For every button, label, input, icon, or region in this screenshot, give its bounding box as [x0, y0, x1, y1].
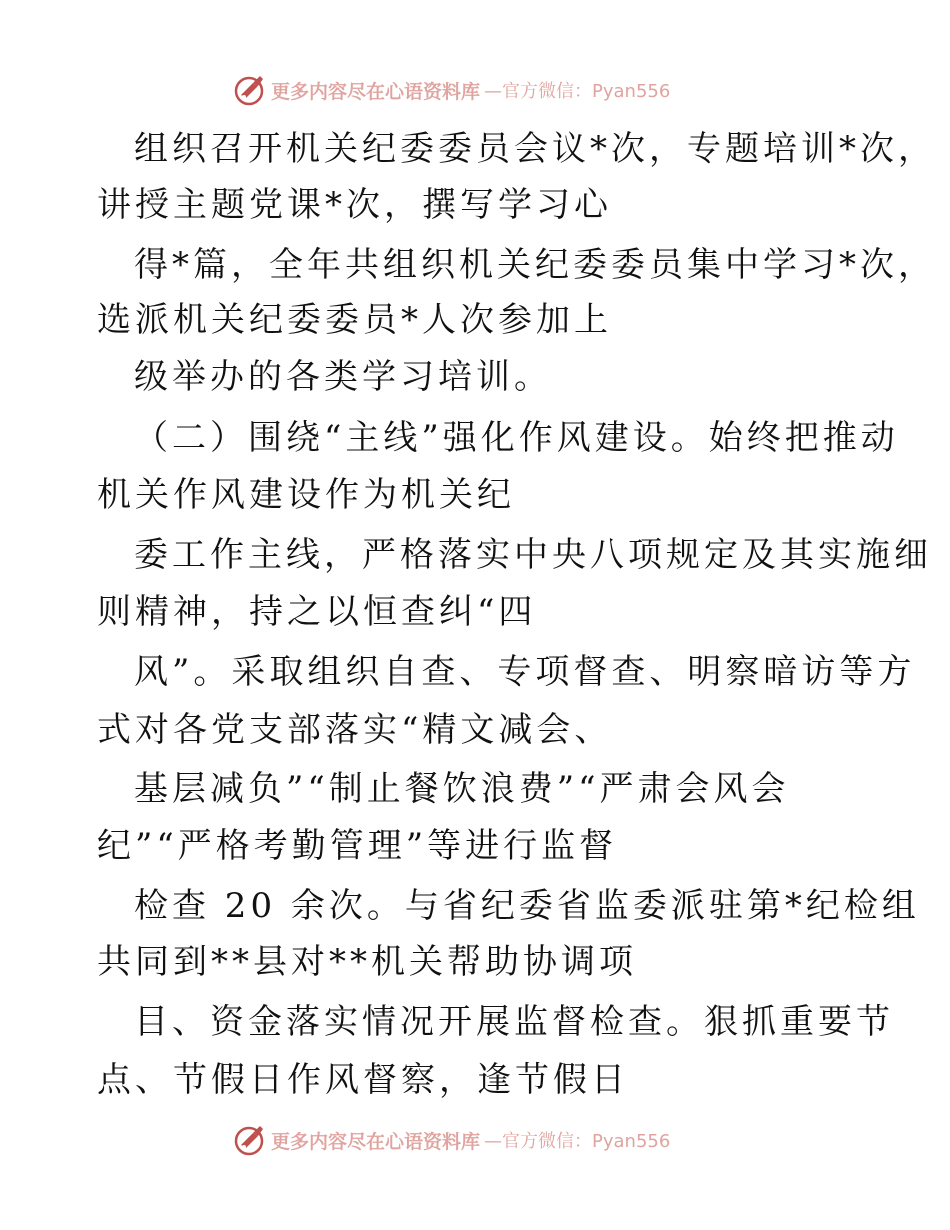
section-heading-line: （二）围绕“主线”强化作风建设。始终把推动: [134, 418, 899, 458]
watermark-contact: —官方微信：Pyan556: [484, 1131, 671, 1152]
body-line: 点、节假日作风督察，逢节假日: [97, 1060, 629, 1100]
pen-logo-icon: [233, 1123, 267, 1157]
body-line: 纪”“严格考勤管理”等进行监督: [97, 826, 618, 866]
body-line: 式对各党支部落实“精文减会、: [97, 710, 613, 750]
body-line: 讲授主题党课*次，撰写学习心: [97, 185, 612, 225]
pen-logo-icon: [233, 73, 267, 107]
header-watermark: [233, 72, 670, 108]
body-line: 检查 20 余次。与省纪委省监委派驻第*纪检组: [134, 886, 920, 926]
watermark-contact: —官方微信：Pyan556: [484, 81, 671, 102]
body-line: 选派机关纪委委员*人次参加上: [97, 300, 612, 340]
footer-watermark: [233, 1122, 670, 1158]
watermark-text: 更多内容尽在心语资料库: [271, 80, 481, 103]
body-line: 目、资金落实情况开展监督检查。狠抓重要节: [134, 1002, 894, 1042]
body-line: 委工作主线，严格落实中央八项规定及其实施细: [134, 535, 932, 575]
body-line: 组织召开机关纪委委员会议*次，专题培训*次，: [134, 129, 936, 169]
body-line: 得*篇，全年共组织机关纪委委员集中学习*次，: [134, 245, 936, 285]
body-line: 级举办的各类学习培训。: [134, 357, 552, 397]
body-line: 则精神，持之以恒查纠“四: [97, 592, 537, 632]
body-line: 机关作风建设作为机关纪: [97, 475, 515, 515]
body-line: 基层减负”“制止餐饮浪费”“严肃会风会: [134, 769, 790, 809]
body-line: 共同到**县对**机关帮助协调项: [97, 942, 637, 982]
watermark-text: 更多内容尽在心语资料库: [271, 1130, 481, 1153]
body-line: 风”。采取组织自查、专项督查、明察暗访等方: [134, 652, 916, 692]
